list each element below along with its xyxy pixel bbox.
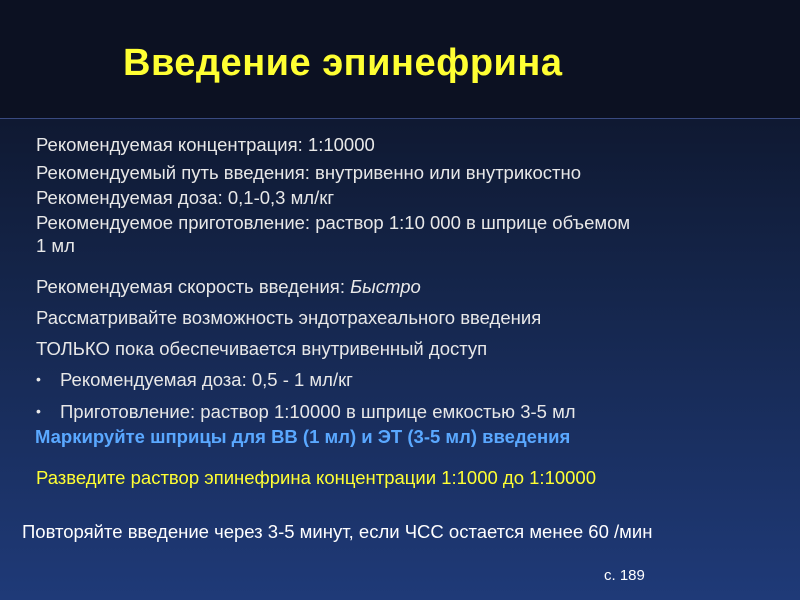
speed-line — [36, 276, 421, 298]
slide-title: Введение эпинефрина — [123, 42, 563, 84]
dilute-note: Разведите раствор эпинефрина концентрации 1:1000 до 1:10000 — [36, 467, 597, 488]
bullet-item — [36, 369, 353, 391]
dose-line: Рекомендуемая доза: 0,1-0,3 мл/кг — [36, 187, 335, 208]
preparation-line: Рекомендуемое приготовление: раствор 1:10 000 в шприце объемом — [36, 212, 631, 233]
concentration-line: Рекомендуемая концентрация: 1:10000 — [36, 134, 375, 155]
bullet-dot-icon: • — [36, 371, 41, 387]
et-line-1: Рассматривайте возможность эндотрахеального введения — [36, 307, 542, 328]
speed-label: Рекомендуемая скорость введения: — [36, 276, 351, 297]
preparation-line-cont: 1 мл — [36, 235, 75, 256]
mark-note: Маркируйте шприцы для ВВ (1 мл) и ЭТ (3-5 мл) введения — [35, 426, 571, 447]
repeat-note: Повторяйте введение через 3-5 минут, если ЧСС остается менее 60 /мин — [22, 521, 653, 542]
speed-value: Быстро — [350, 276, 421, 297]
page-reference: с. 189 — [604, 567, 645, 584]
bullet-item — [36, 401, 576, 423]
bullet-text: Приготовление: раствор 1:10000 в шприце емкостью 3-5 мл — [60, 401, 576, 422]
bullet-dot-icon: • — [36, 403, 41, 419]
route-line: Рекомендуемый путь введения: внутривенно или внутрикостно — [36, 162, 582, 183]
et-line-2: ТОЛЬКО пока обеспечивается внутривенный доступ — [36, 338, 488, 359]
bullet-text: Рекомендуемая доза: 0,5 - 1 мл/кг — [60, 369, 353, 390]
